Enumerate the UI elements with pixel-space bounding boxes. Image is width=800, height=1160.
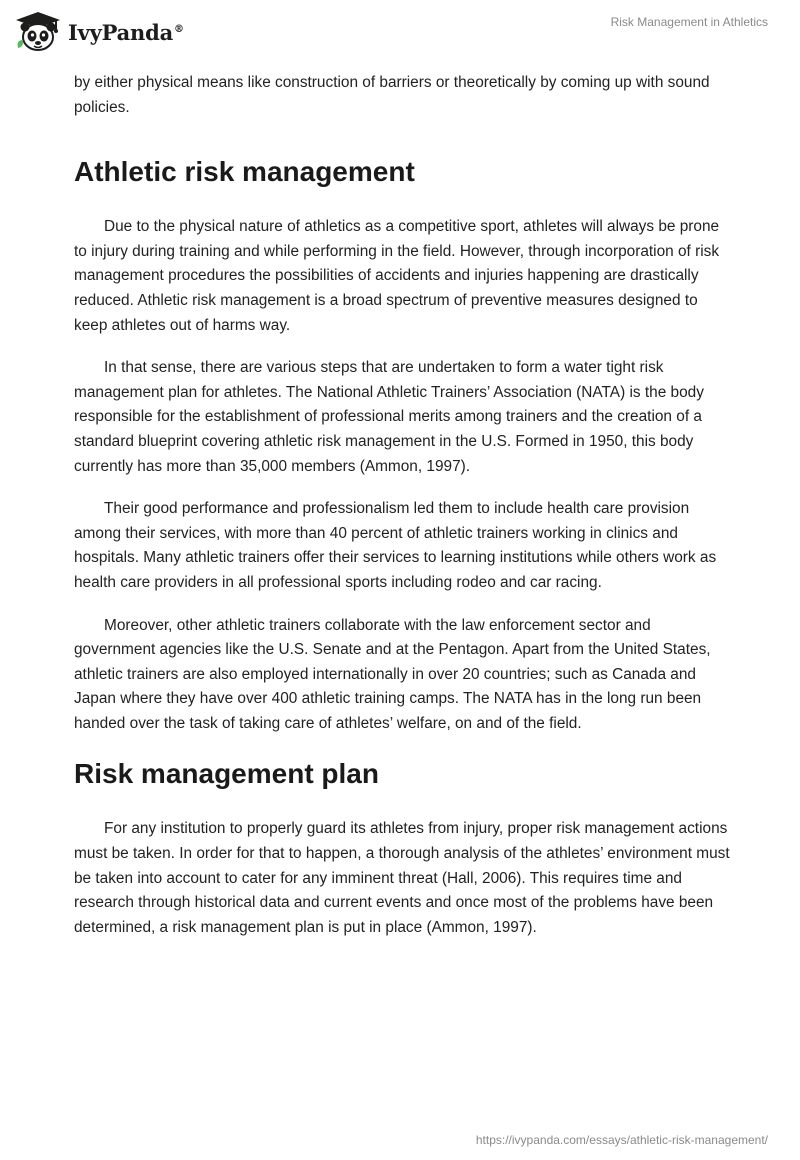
document-title: Risk Management in Athletics xyxy=(610,15,768,29)
registered-mark: ® xyxy=(174,23,184,35)
intro-paragraph: by either physical means like construction of barriers or theoretically by coming up with sound policies. xyxy=(74,74,710,116)
section-heading-risk-management-plan: Risk management plan xyxy=(74,758,379,790)
paragraph: In that sense, there are various steps that are undertaken to form a water tight risk management plan for athletes. The National Athletic Trainers’ Association (NATA) is the body responsible for the establishment of professional merits among trainers and the creation of a standard blueprint covering athletic risk management in the U.S. Formed in 1950, this body currently has more than 35,000 members (Ammon, 1997). xyxy=(74,359,704,475)
paragraph: For any institution to properly guard its athletes from injury, proper risk management actions must be taken. In order for that to happen, a thorough analysis of the athletes’ environment must be taken into account to cater for any imminent threat (Hall, 2006). This requires time and research through historical data and current events and once most of the problems have been determined, a risk management plan is put in place (Ammon, 1997). xyxy=(74,820,730,936)
section-heading-athletic-risk-management: Athletic risk management xyxy=(74,156,415,188)
paragraph: Due to the physical nature of athletics as a competitive sport, athletes will always be prone to injury during training and while performing in the field. However, through incorporation of risk management procedures the possibilities of accidents and injuries happening are drastically reduced. Athletic risk management is a broad spectrum of preventive measures designed to keep athletes out of harms way. xyxy=(74,218,720,334)
paragraph: Moreover, other athletic trainers collaborate with the law enforcement sector and government agencies like the U.S. Senate and at the Pentagon. Apart from the United States, athletic trainers are also employed internationally in over 20 countries; such as Canada and Japan where they have over 400 athletic training camps. The NATA has in the long run been handed over the task of taking care of athletes’ welfare, on and of the field. xyxy=(74,616,711,732)
essay-content xyxy=(74,71,734,940)
panda-graduation-cap-icon xyxy=(14,10,62,54)
footer-url-link[interactable]: https://ivypanda.com/essays/athletic-risk-management/ xyxy=(475,1133,768,1147)
page-header xyxy=(0,0,800,60)
ivypanda-logo[interactable] xyxy=(14,8,184,56)
logo-text: IvyPanda® xyxy=(68,19,184,45)
paragraph: Their good performance and professionalism led them to include health care provision among their services, with more than 40 percent of athletic trainers working in clinics and hospitals. Many athletic trainers offer their services to learning institutions while others work as health care providers in all professional sports including rodeo and car racing. xyxy=(74,500,717,591)
